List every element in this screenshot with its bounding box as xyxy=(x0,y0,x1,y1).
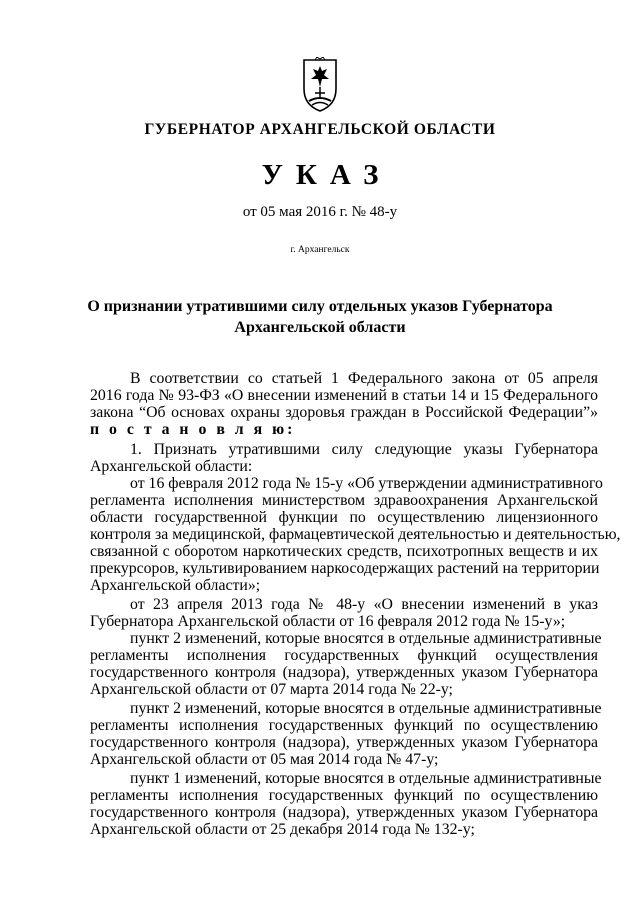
body-line: пункт 2 изменений, которые вносятся в отдельные административные xyxy=(130,630,602,647)
body-line: государственного контроля (надзора), утвержденных указом Губернатора xyxy=(90,664,598,681)
body-line: регламента исполнения министерством здравоохранения Архангельской xyxy=(90,492,598,509)
body-line: государственного контроля (надзора), утвержденных указом Губернатора xyxy=(90,734,598,751)
body-line: 1. Признать утратившими силу следующие указы Губернатора xyxy=(130,441,598,458)
body-line: контроля за медицинской, фармацевтической деятельностью и деятельностью, xyxy=(90,526,621,543)
body-line: Архангельской области от 07 марта 2014 года № 22-у; xyxy=(90,681,453,698)
body-line: регламенты исполнения государственных функций по осуществлению xyxy=(90,717,598,734)
body-line: области государственной функции по осуществлению лицензионного xyxy=(90,509,598,526)
decree-date-number: от 05 мая 2016 г. № 48-у xyxy=(242,204,398,220)
body-line: от 23 апреля 2013 года № 48-у «О внесении изменений в указ xyxy=(130,596,598,613)
body-line: государственного контроля (надзора), утвержденных указом Губернатора xyxy=(90,804,598,821)
body-line: Архангельской области»; xyxy=(90,577,261,594)
body-line: закона “Об основах охраны здоровья граждан в Российской Федерации”» xyxy=(90,404,598,421)
body-line: прекурсоров, культивированием наркосодержащих растений на территории xyxy=(90,560,600,577)
decree-title-line-1: О признании утратившими силу отдельных указов Губернатора xyxy=(87,298,553,315)
body-line: Архангельской области от 25 декабря 2014 года № 132-у; xyxy=(90,821,475,838)
body-line: регламенты исполнения государственных функций осуществления xyxy=(90,647,598,664)
body-line: пункт 1 изменений, которые вносятся в отдельные административные xyxy=(130,770,602,787)
body-line: Архангельской области от 05 мая 2014 года № 47-у; xyxy=(90,751,439,768)
body-line: связанной с оборотом наркотических средств, психотропных веществ и их xyxy=(90,543,598,560)
body-line: В соответствии со статьей 1 Федерального закона от 05 апреля xyxy=(130,370,598,387)
body-line: пункт 2 изменений, которые вносятся в отдельные административные xyxy=(130,700,602,717)
body-line-postanovlyayu: п о с т а н о в л я ю: xyxy=(90,421,296,438)
body-line: 2016 года № 93-ФЗ «О внесении изменений в статьи 14 и 15 Федерального xyxy=(90,387,598,404)
coat-of-arms-icon xyxy=(301,57,339,113)
governor-title: ГУБЕРНАТОР АРХАНГЕЛЬСКОЙ ОБЛАСТИ xyxy=(144,121,496,138)
body-line: регламенты исполнения государственных функций по осуществлению xyxy=(90,787,598,804)
decree-city: г. Архангельск xyxy=(290,245,350,255)
decree-title-line-2: Архангельской области xyxy=(234,319,406,336)
body-line: Архангельской области: xyxy=(90,458,253,475)
body-line: от 16 февраля 2012 года № 15-у «Об утверждении административного xyxy=(130,475,603,492)
body-line: Губернатора Архангельской области от 16 февраля 2012 года № 15-у»; xyxy=(90,613,566,630)
document-type: УКАЗ xyxy=(261,159,392,191)
